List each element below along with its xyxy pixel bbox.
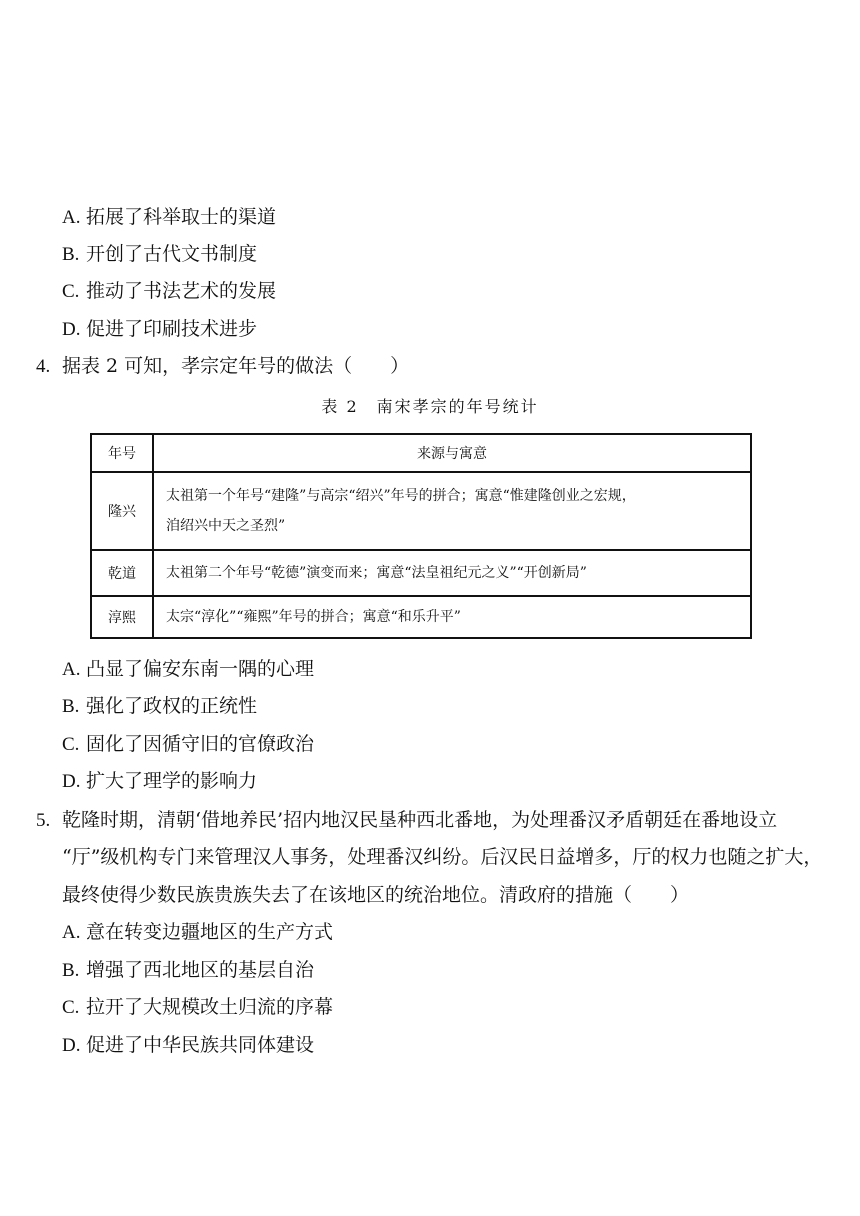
option-letter: D. <box>62 771 81 792</box>
option-text: 增强了西北地区的基层自治 <box>86 959 315 981</box>
cell-line: 太祖第一个年号“建隆”与高宗“绍兴”年号的拼合；寓意“惟建隆创业之宏规， <box>166 488 636 504</box>
option-letter: C. <box>62 734 80 755</box>
option-letter: D. <box>62 319 81 340</box>
q4-option-a <box>62 657 314 682</box>
cell-line: 太宗“淳化”“雍熙”年号的拼合；寓意“和乐升平” <box>166 609 461 625</box>
source-meaning-cell <box>153 596 751 638</box>
option-text: 强化了政权的正统性 <box>86 695 258 717</box>
option-text: 促进了中华民族共同体建设 <box>86 1034 315 1056</box>
header-era-name: 年号 <box>91 434 153 472</box>
q5-stem-line-1 <box>36 808 777 833</box>
q5-option-c <box>62 995 333 1020</box>
q5-stem-line-2: “厅”级机构专门来管理汉人事务，处理番汉纠纷。后汉民日益增多，厅的权力也随之扩大， <box>62 846 823 868</box>
q4-option-d <box>62 769 257 794</box>
option-text: 固化了因循守旧的官僚政治 <box>86 733 315 755</box>
option-letter: B. <box>62 960 80 981</box>
q4-option-b <box>62 694 257 719</box>
q5-option-a <box>62 920 333 945</box>
q5-option-b <box>62 958 314 983</box>
era-name-table <box>90 433 752 639</box>
option-letter: B. <box>62 696 80 717</box>
option-text: 拉开了大规模改土归流的序幕 <box>86 996 334 1018</box>
option-letter: B. <box>62 244 80 265</box>
q3-option-b <box>62 242 257 267</box>
option-text: 推动了书法艺术的发展 <box>86 280 277 302</box>
option-letter: C. <box>62 997 80 1018</box>
table-row <box>91 472 751 550</box>
era-name-cell: 乾道 <box>91 550 153 596</box>
option-text: 促进了印刷技术进步 <box>86 318 258 340</box>
question-text: 据表 2 可知，孝宗定年号的做法（ ） <box>62 355 410 377</box>
option-text: 拓展了科举取士的渠道 <box>86 206 277 228</box>
option-text: 扩大了理学的影响力 <box>86 770 258 792</box>
cell-line: 太祖第二个年号“乾德”演变而来；寓意“法皇祖纪元之义”“开创新局” <box>166 565 587 581</box>
table-row <box>91 550 751 596</box>
q5-stem-line-3: 最终使得少数民族贵族失去了在该地区的统治地位。清政府的措施（ ） <box>62 884 690 906</box>
cell-line: 洎绍兴中天之圣烈” <box>166 518 286 534</box>
era-name-cell: 隆兴 <box>91 472 153 550</box>
q3-option-d <box>62 317 257 342</box>
source-meaning-cell <box>153 472 751 550</box>
q4-option-c <box>62 732 314 757</box>
option-letter: C. <box>62 281 80 302</box>
question-text: 乾隆时期，清朝‘借地养民’招内地汉民垦种西北番地，为处理番汉矛盾朝廷在番地设立 <box>62 809 778 831</box>
option-letter: A. <box>62 922 81 943</box>
option-letter: A. <box>62 207 81 228</box>
header-source-meaning: 来源与寓意 <box>153 434 751 472</box>
option-text: 意在转变边疆地区的生产方式 <box>86 921 334 943</box>
question-number: 4. <box>36 356 51 377</box>
q3-option-a <box>62 205 276 230</box>
question-number: 5. <box>36 810 51 831</box>
option-letter: A. <box>62 659 81 680</box>
table-header-row <box>91 434 751 472</box>
source-meaning-cell <box>153 550 751 596</box>
option-letter: D. <box>62 1035 81 1056</box>
q3-option-c <box>62 279 276 304</box>
era-name-cell: 淳熙 <box>91 596 153 638</box>
option-text: 开创了古代文书制度 <box>86 243 258 265</box>
table-caption: 表 2 南宋孝宗的年号统计 <box>321 397 539 416</box>
table-row <box>91 596 751 638</box>
q4-stem <box>36 354 409 379</box>
option-text: 凸显了偏安东南一隅的心理 <box>86 658 315 680</box>
q5-option-d <box>62 1033 314 1058</box>
